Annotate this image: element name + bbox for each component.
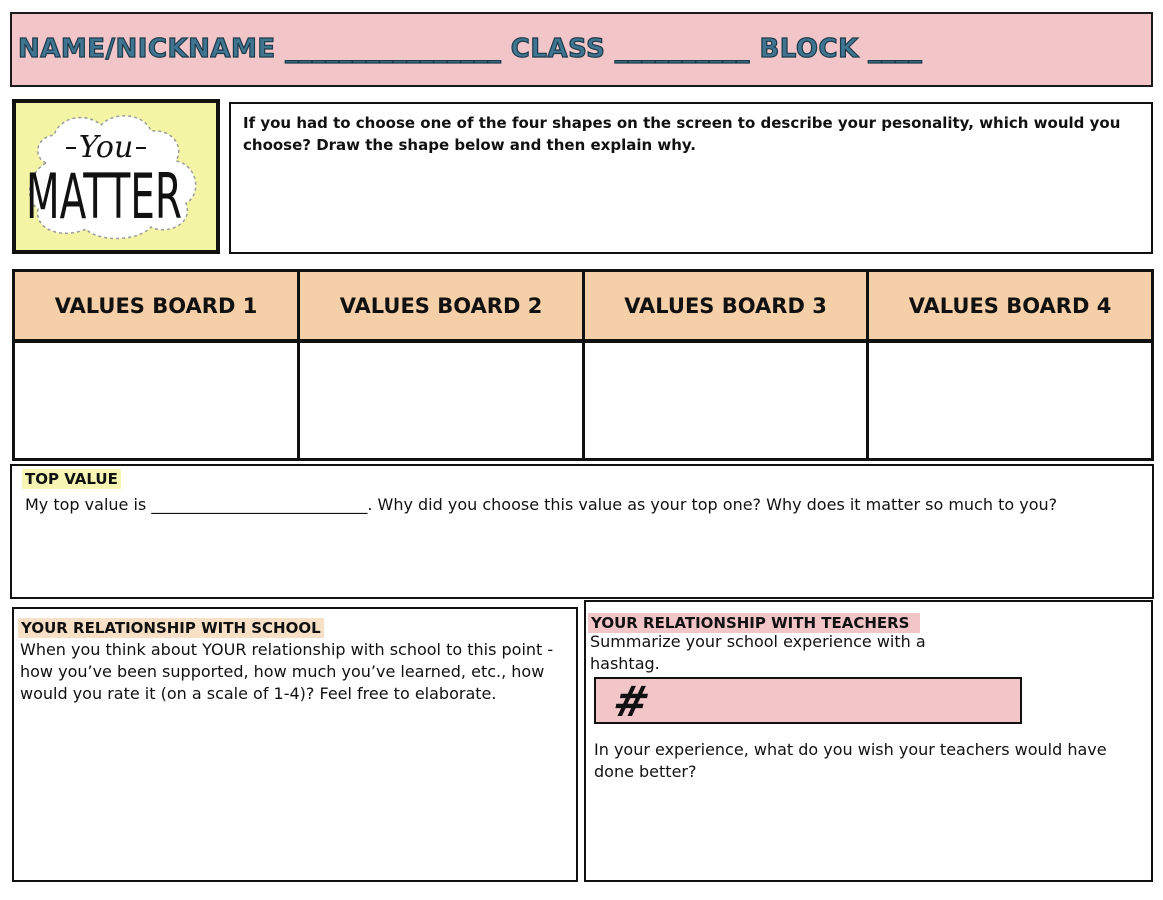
you-matter-logo-icon <box>16 103 216 250</box>
top-value-prompt: My top value is ___________________________. Why did you choose this value as your top one? Why does it matter so much to you? <box>25 495 1058 514</box>
values-board-4-answer-cell[interactable] <box>869 343 1151 458</box>
values-board-1-header: VALUES BOARD 1 <box>15 272 300 343</box>
values-boards-table <box>12 269 1154 461</box>
logo-you-text: You <box>78 130 134 165</box>
you-matter-sticker <box>12 99 220 254</box>
shape-question-box[interactable] <box>229 102 1153 254</box>
values-board-3-answer-cell[interactable] <box>585 343 869 458</box>
teachers-relationship-title: YOUR RELATIONSHIP WITH TEACHERS <box>588 613 920 633</box>
hashtag-input-box[interactable] <box>594 677 1022 724</box>
top-value-section[interactable] <box>10 464 1154 599</box>
header-banner <box>10 12 1153 87</box>
teachers-relationship-section[interactable] <box>584 600 1153 882</box>
values-board-4-header: VALUES BOARD 4 <box>869 272 1151 343</box>
values-board-2-header: VALUES BOARD 2 <box>300 272 585 343</box>
school-relationship-title: YOUR RELATIONSHIP WITH SCHOOL <box>18 618 324 638</box>
top-value-title: TOP VALUE <box>22 469 121 489</box>
shape-question-prompt: If you had to choose one of the four shapes on the screen to describe your pesonality, which would you choose? Draw the shape below and then explain why. <box>243 114 1121 154</box>
school-relationship-section[interactable] <box>12 607 578 882</box>
school-relationship-prompt: When you think about YOUR relationship with school to this point - how you’ve been supported, how much you’ve learned, etc., how would you rate it (on a scale of 1-4)? Feel free to elaborate. <box>20 640 554 703</box>
header-fields-text: NAME/NICKNAME ________________ CLASS __________ BLOCK ____ <box>18 34 923 64</box>
hashtag-prompt: Summarize your school experience with a hashtag. <box>590 632 926 673</box>
values-board-1-answer-cell[interactable] <box>15 343 300 458</box>
logo-matter-text: MATTER <box>26 161 182 234</box>
teachers-wish-prompt: In your experience, what do you wish your teachers would have done better? <box>594 740 1107 781</box>
values-board-3-header: VALUES BOARD 3 <box>585 272 869 343</box>
values-board-2-answer-cell[interactable] <box>300 343 585 458</box>
hashtag-icon: # <box>608 677 655 726</box>
